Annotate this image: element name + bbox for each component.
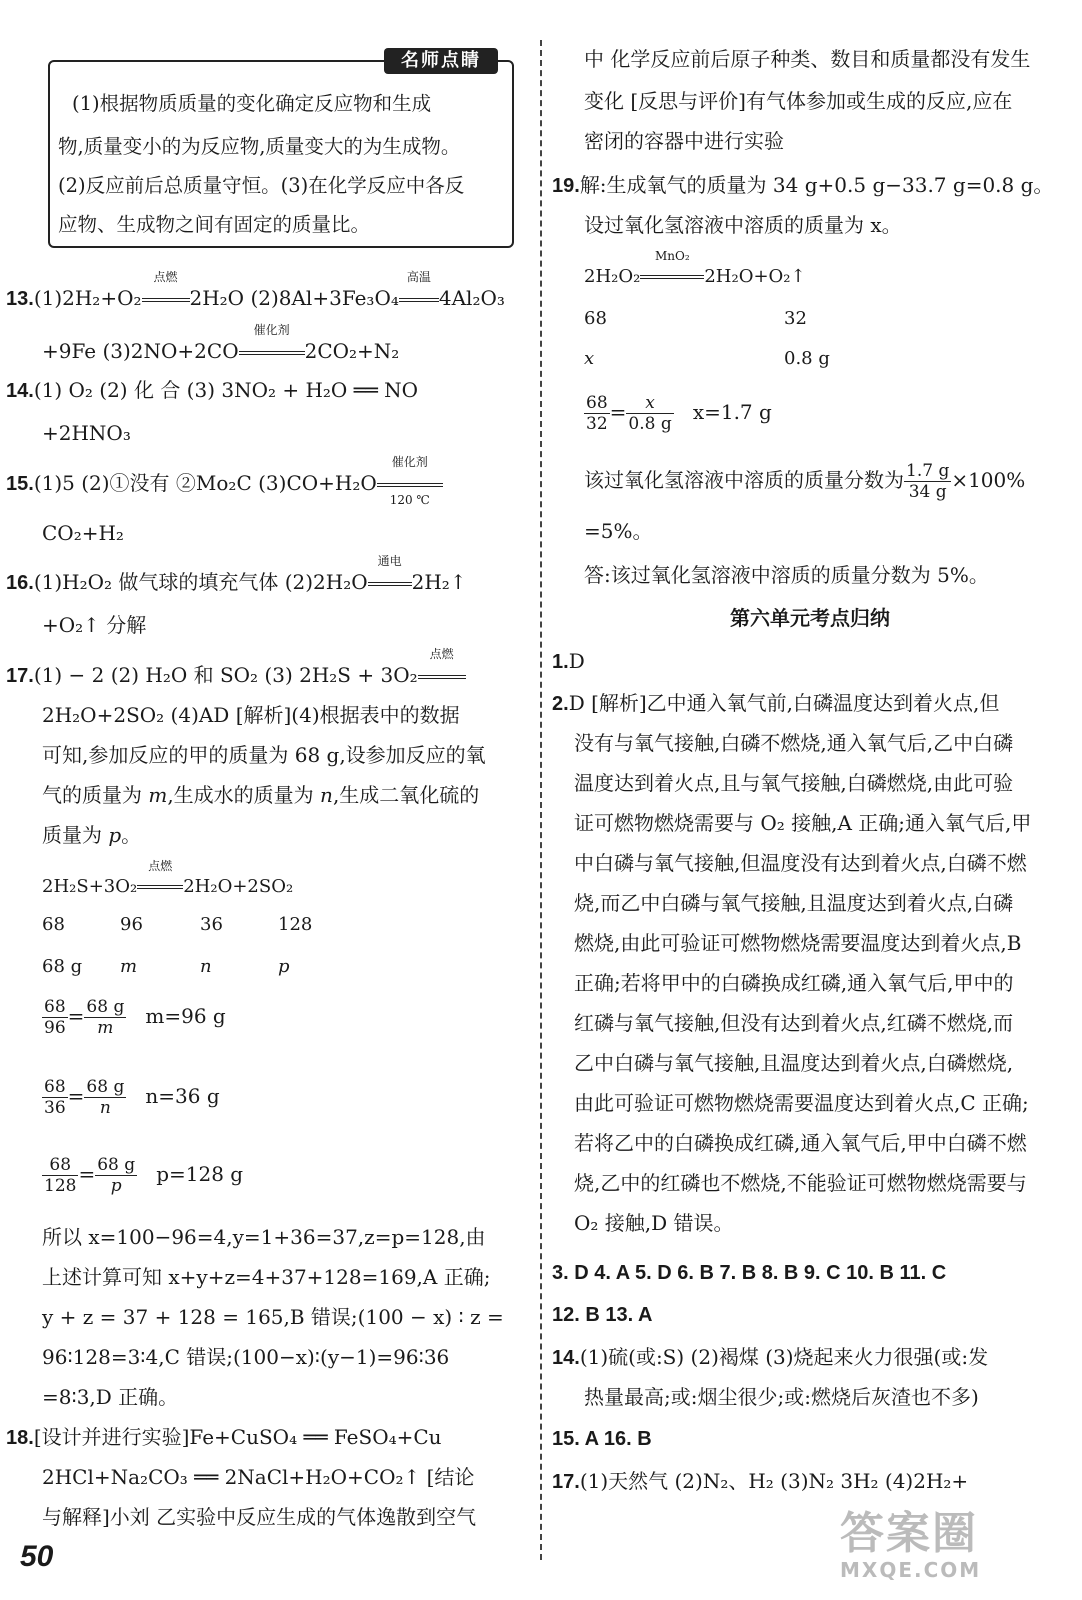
- q19-line3: 该过氧化氢溶液中溶质的质量分数为 $\frac{1.7 g}{34 g}$ ×100%: [584, 461, 1026, 502]
- q17-text1: 所以 x=100−96=4,y=1+36=37,z=p=128,由: [42, 1225, 486, 1249]
- q14-line1: 14.(1) O₂ (2) 化 合 (3) 3NO₂ + H₂O ══ NO: [6, 378, 419, 402]
- q17-fraction-2: $\frac{68}{36}$ = $\frac{68 g}{n}$ n=36 g: [44, 1077, 220, 1118]
- answer-2-line: 2.D [解析]乙中通入氧气前,白磷温度达到着火点,但: [552, 691, 1000, 715]
- answer-2-line: 由此可验证可燃物燃烧需要温度达到着火点,C 正确;: [574, 1091, 1029, 1115]
- q17-fraction-3: $\frac{68}{128}$ = $\frac{68 g}{p}$ p=128 g: [44, 1155, 244, 1196]
- q17-row2: 68 g m n p: [42, 956, 290, 977]
- answer-2-line: 没有与氧气接触,白磷不燃烧,通入氧气后,乙中白磷: [574, 731, 1014, 755]
- q19-line1: 19.解:生成氧气的质量为 34 g+0.5 g−33.7 g=0.8 g。: [552, 173, 1054, 197]
- answer-2-line: 正确;若将甲中的白磷换成红磷,通入氧气后,甲中的: [574, 971, 1014, 995]
- q14-line2: +2HNO₃: [42, 421, 131, 445]
- tip-line: 应物、生成物之间有固定的质量比。: [58, 213, 371, 236]
- page-number: 50: [20, 1540, 54, 1573]
- section-heading: 第六单元考点归纳: [730, 606, 890, 630]
- q19-line2: 设过氧化氢溶液中溶质的质量为 x。: [584, 213, 902, 237]
- q17-text2: 上述计算可知 x+y+z=4+37+128=169,A 正确;: [42, 1265, 491, 1289]
- answer-14-line2: 热量最高;或:烟尘很少;或:燃烧后灰渣也不多): [584, 1385, 979, 1409]
- q17-row1: 68 96 36 128: [42, 914, 313, 935]
- answers-15-16: 15. A 16. B: [552, 1428, 652, 1450]
- q15-line1: 15.(1)5 (2)①没有 ②Mo₂C (3)CO+H₂O 催化剂 120 ℃: [6, 468, 443, 499]
- answer-2-line: 烧,而乙中白磷与氧气接触,且温度达到着火点,白磷: [574, 891, 1014, 915]
- q17-line4: 气的质量为 m,生成水的质量为 n,生成二氧化硫的: [42, 783, 480, 807]
- q13-line1: 13.(1)2H₂+O₂ 点燃 2H₂O (2)8Al+3Fe₃O₄ 高温 4Al₂O₃: [6, 270, 505, 310]
- q18-line1: 18.[设计并进行实验]Fe+CuSO₄ ══ FeSO₄+Cu: [6, 1425, 442, 1449]
- answer-1: 1.D: [552, 649, 585, 673]
- q17-text4: 96∶128=3∶4,C 错误;(100−x)∶(y−1)=96∶36: [42, 1345, 450, 1369]
- q15-line2: CO₂+H₂: [42, 521, 124, 545]
- q17-equation: 2H₂S+3O₂ 点燃 2H₂O+2SO₂: [42, 859, 294, 897]
- answer-14-line1: 14.(1)硫(或:S) (2)褐煤 (3)烧起来火力很强(或:发: [552, 1345, 989, 1369]
- watermark-logo: 答案圈 MXQE.COM: [840, 1508, 982, 1582]
- q19-line4: =5%。: [584, 519, 653, 543]
- tip-line: (2)反应前后总质量守恒。(3)在化学反应中各反: [58, 174, 465, 197]
- q19-row1: 68 32: [584, 308, 807, 329]
- q19-fraction: $\frac{68}{32}$ = $\frac{x}{0.8 g}$ x=1.7 g: [586, 393, 772, 434]
- q17-text5: =8∶3,D 正确。: [42, 1385, 179, 1409]
- q18-line2: 2HCl+Na₂CO₃ ══ 2NaCl+H₂O+CO₂↑ [结论: [42, 1465, 475, 1489]
- q17-line3: 可知,参加反应的甲的质量为 68 g,设参加反应的氧: [42, 743, 486, 767]
- q16-line2: +O₂↑ 分解: [42, 613, 147, 637]
- q17-line2: 2H₂O+2SO₂ (4)AD [解析](4)根据表中的数据: [42, 703, 460, 727]
- q18-cont-2: 变化 [反思与评价]有气体参加或生成的反应,应在: [584, 89, 1013, 113]
- answers-12-13: 12. B 13. A: [552, 1304, 653, 1326]
- answer-2-line: 中白磷与氧气接触,但温度没有达到着火点,白磷不燃: [574, 851, 1027, 875]
- tip-line: (1)根据物质质量的变化确定反应物和生成: [72, 92, 432, 115]
- q17-line1: 17.(1) − 2 (2) H₂O 和 SO₂ (3) 2H₂S + 3O₂ 点燃: [6, 660, 466, 691]
- answer-17: 17.(1)天然气 (2)N₂、H₂ (3)N₂ 3H₂ (4)2H₂+: [552, 1469, 969, 1493]
- answer-2-line: 乙中白磷与氧气接触,且温度达到着火点,白磷燃烧,: [574, 1051, 1014, 1075]
- q19-answer: 答:该过氧化氢溶液中溶质的质量分数为 5%。: [584, 563, 989, 587]
- answers-3-11: 3. D 4. A 5. D 6. B 7. B 8. B 9. C 10. B 11. C: [552, 1262, 947, 1284]
- q13-line2: +9Fe (3)2NO+2CO 催化剂 2CO₂+N₂: [42, 323, 400, 363]
- q18-line3: 与解释]小刘 乙实验中反应生成的气体逸散到空气: [42, 1505, 477, 1529]
- q16-line1: 16.(1)H₂O₂ 做气球的填充气体 (2)2H₂O 通电 2H₂↑: [6, 554, 467, 594]
- q17-fraction-1: $\frac{68}{96}$ = $\frac{68 g}{m}$ m=96 g: [44, 997, 226, 1038]
- q17-text3: y + z = 37 + 128 = 165,B 错误;(100 − x) ∶ z =: [42, 1305, 504, 1329]
- q17-line5: 质量为 p。: [42, 823, 142, 847]
- tip-badge: 名师点睛: [384, 48, 498, 74]
- answer-2-line: 烧,乙中的红磷也不燃烧,不能验证可燃物燃烧需要与: [574, 1171, 1027, 1195]
- q19-equation: 2H₂O₂ MnO₂ 2H₂O+O₂↑: [584, 249, 806, 287]
- column-divider: [540, 40, 542, 1560]
- answer-2-line: 证可燃物燃烧需要与 O₂ 接触,A 正确;通入氧气后,甲: [574, 811, 1032, 835]
- answer-2-line: 红磷与氧气接触,但没有达到着火点,红磷不燃烧,而: [574, 1011, 1014, 1035]
- answer-2-line: 若将乙中的白磷换成红磷,通入氧气后,甲中白磷不燃: [574, 1131, 1027, 1155]
- answer-2-line: 燃烧,由此可验证可燃物燃烧需要温度达到着火点,B: [574, 931, 1022, 955]
- q18-cont-3: 密闭的容器中进行实验: [584, 129, 784, 153]
- q18-cont-1: 中 化学反应前后原子种类、数目和质量都没有发生: [584, 47, 1031, 71]
- q19-row2: x 0.8 g: [584, 348, 830, 369]
- answer-2-line: 温度达到着火点,且与氧气接触,白磷燃烧,由此可验: [574, 771, 1014, 795]
- answer-2-line: O₂ 接触,D 错误。: [574, 1211, 734, 1235]
- tip-line: 物,质量变小的为反应物,质量变大的为生成物。: [58, 135, 461, 158]
